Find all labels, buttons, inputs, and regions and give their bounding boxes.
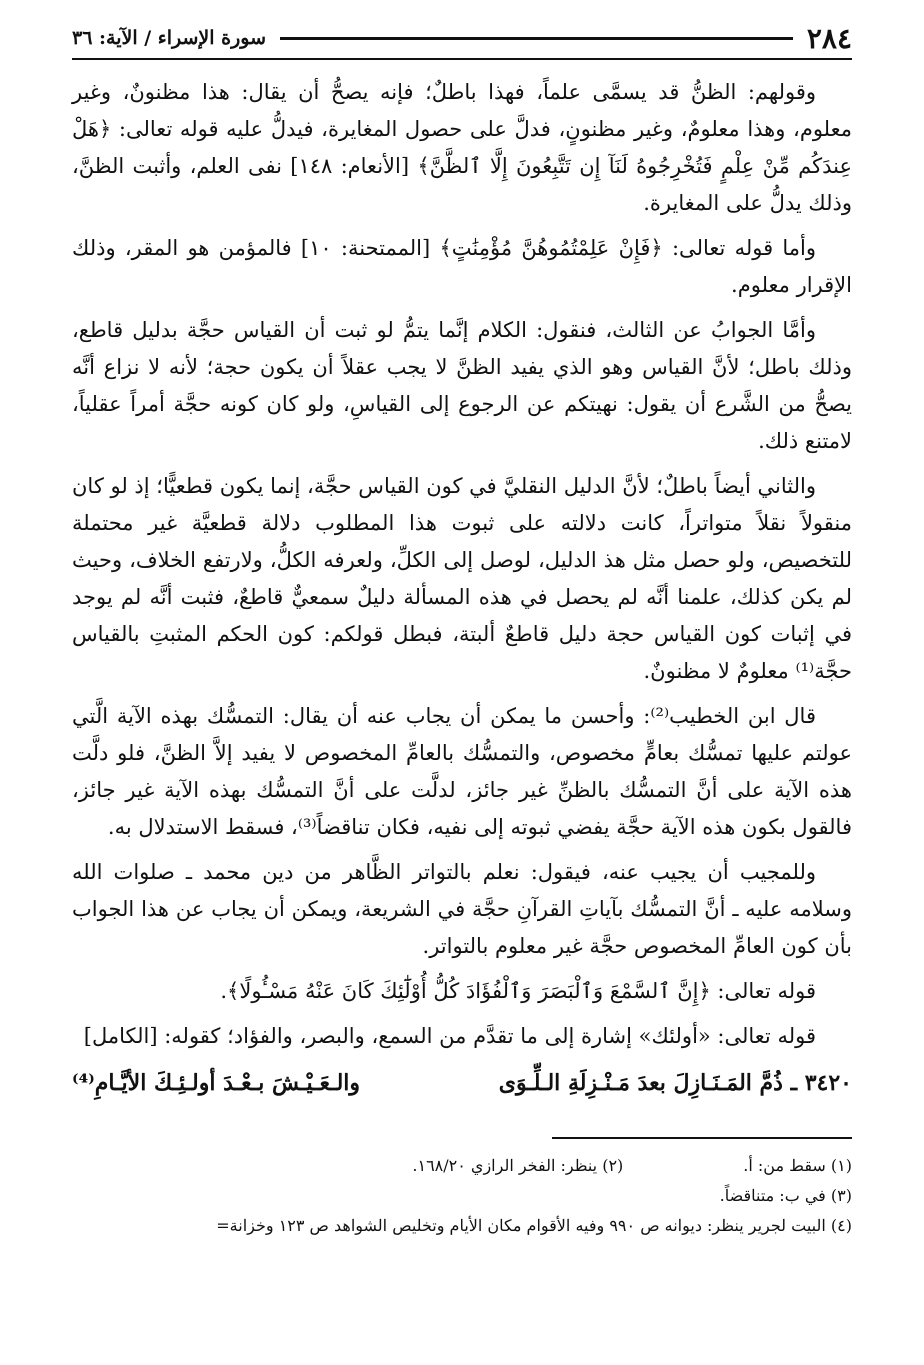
paragraph: والثاني أيضاً باطلٌ؛ لأنَّ الدليل النقليَّ في كون القياس حجَّة، إنما يكون قطعيًّا؛ إذ لو كان منقولاً نقلاً متواتراً، كانت دلالته على ثبوت هذا المطلوب دلالة قطعيَّة غير محتملة للتخصيص، ولو حصل مثل هذ الدليل، لوصل إلى الكلِّ، ولعرفه الكلُّ، ولارتفع الخلاف، وحيث لم يكن كذلك، علمنا أنَّه لم يحصل في هذه المسألة دليلٌ سمعيٌّ قاطعٌ، فثبت أنَّه لم يوجد في إثبات كون القياس حجة دليل قاطعٌ ألبتة، فبطل قولكم: كون الحكم المثبتِ بالقياس حجَّة⁽¹⁾ معلومٌ لا مظنونٌ.: [72, 474, 852, 683]
poem-first-hemistich: ٣٤٢٠ ـ ذُمَّ المَـنَـازِلَ بعدَ مَـنْـزِلَةِ الـلِّـوَى: [498, 1070, 852, 1096]
footnote-4: (٤) البيت لجرير ينظر: ديوانه ص ٩٩٠ وفيه الأقوام مكان الأيام وتخليص الشواهد ص ١٢٣ وخزانة=: [216, 1216, 852, 1235]
paragraph: قوله تعالى: «أولئك» إشارة إلى ما تقدَّم من السمع، والبصر، والفؤاد؛ كقوله: [الكامل]: [83, 1024, 816, 1048]
page-header: [72, 18, 852, 60]
paragraph: وأمَّا الجوابُ عن الثالث، فنقول: الكلام إنَّما يتمُّ لو ثبت أن القياس حجَّة بدليل قاطع، وذلك باطل؛ لأنَّ القياس وهو الذي يفيد الظنَّ لا يجب عقلاً أن يكون حجة؛ لأنه لا نزاع أنَّه يصحُّ من الشَّرع أن يقول: نهيتكم عن الرجوع إلى القياسِ، ولو كان كونه حجَّة أمراً عقلياً، لامتنع ذلك.: [72, 318, 852, 453]
paragraph: قال ابن الخطيب⁽²⁾: وأحسن ما يمكن أن يجاب عنه أن يقال: التمسُّك بهذه الآية الَّتي عولتم عليها تمسُّك بعامٍّ مخصوص، والتمسُّك بالعامِّ المخصوص لا يفيد إلاَّ الظنَّ، فلو دلَّت هذه الآية على أنَّ التمسُّك بالظنِّ غير جائز، لدلَّت على أنَّ التمسُّك بهذه الآية غير جائز، فالقول بكون هذه الآية حجَّة يفضي ثبوته إلى نفيه، فكان تناقضاً⁽³⁾، فسقط الاستدلال به.: [72, 704, 852, 839]
paragraph: وللمجيب أن يجيب عنه، فيقول: نعلم بالتواتر الظَّاهر من دين محمد ـ صلوات الله وسلامه عليه ـ أنَّ التمسُّك بآياتِ القرآنِ حجَّة في الشريعة، ويمكن أن يجاب عن هذا الجواب بأن كون العامِّ المخصوص حجَّة غير معلوم بالتواتر.: [72, 860, 852, 958]
paragraph: وأما قوله تعالى: ﴿فَإِنْ عَلِمْتُمُوهُنَّ مُؤْمِنَٰتٍ﴾ [الممتحنة: ١٠] فالمؤمن هو المقر، وذلك الإقرار معلوم.: [72, 236, 852, 297]
page-number: ٢٨٤: [806, 21, 852, 55]
main-text: [72, 74, 852, 1103]
footnote-row: [72, 1151, 852, 1181]
footnote-2: (٢) ينظر: الفخر الرازي ١٦٨/٢٠.: [412, 1156, 624, 1175]
footnote-3: (٣) في ب: متناقضاً.: [719, 1186, 852, 1205]
header-rule: [280, 37, 793, 40]
poem-verse: [72, 1063, 852, 1103]
footnotes: [72, 1151, 852, 1241]
paragraph: وقولهم: الظنُّ قد يسمَّى علماً، فهذا باطلٌ؛ فإنه يصحُّ أن يقال: هذا مظنونٌ، وغير معلوم، وهذا معلومٌ، وغير مظنونٍ، فدلَّ على حصول المغايرة، فيدلُّ عليه قوله تعالى: ﴿هَلْ عِندَكُم مِّنْ عِلْمٍ فَتُخْرِجُوهُ لَنَآ إِن تَتَّبِعُونَ إِلَّا ٱلظَّنَّ﴾ [الأنعام: ١٤٨] نفى العلم، وأثبت الظنَّ، وذلك يدلُّ على المغايرة.: [72, 80, 852, 215]
surah-title: سورة الإسراء / الآية: ٣٦: [72, 27, 267, 49]
footnote-1: (١) سقط من: أ.: [743, 1156, 852, 1175]
verse-heading: قوله تعالى: ﴿إِنَّ ٱلسَّمْعَ وَٱلْبَصَرَ وَٱلْفُؤَادَ كُلُّ أُوْلَٰٓئِكَ كَانَ عَنْهُ مَسْـُٔولًا﴾.: [220, 979, 816, 1003]
footnote-separator: [552, 1137, 852, 1139]
poem-second-hemistich: والـعَـيْـشَ بـعْـدَ أولـئِـكَ الأيَّـامِ⁽⁴⁾: [72, 1070, 361, 1096]
